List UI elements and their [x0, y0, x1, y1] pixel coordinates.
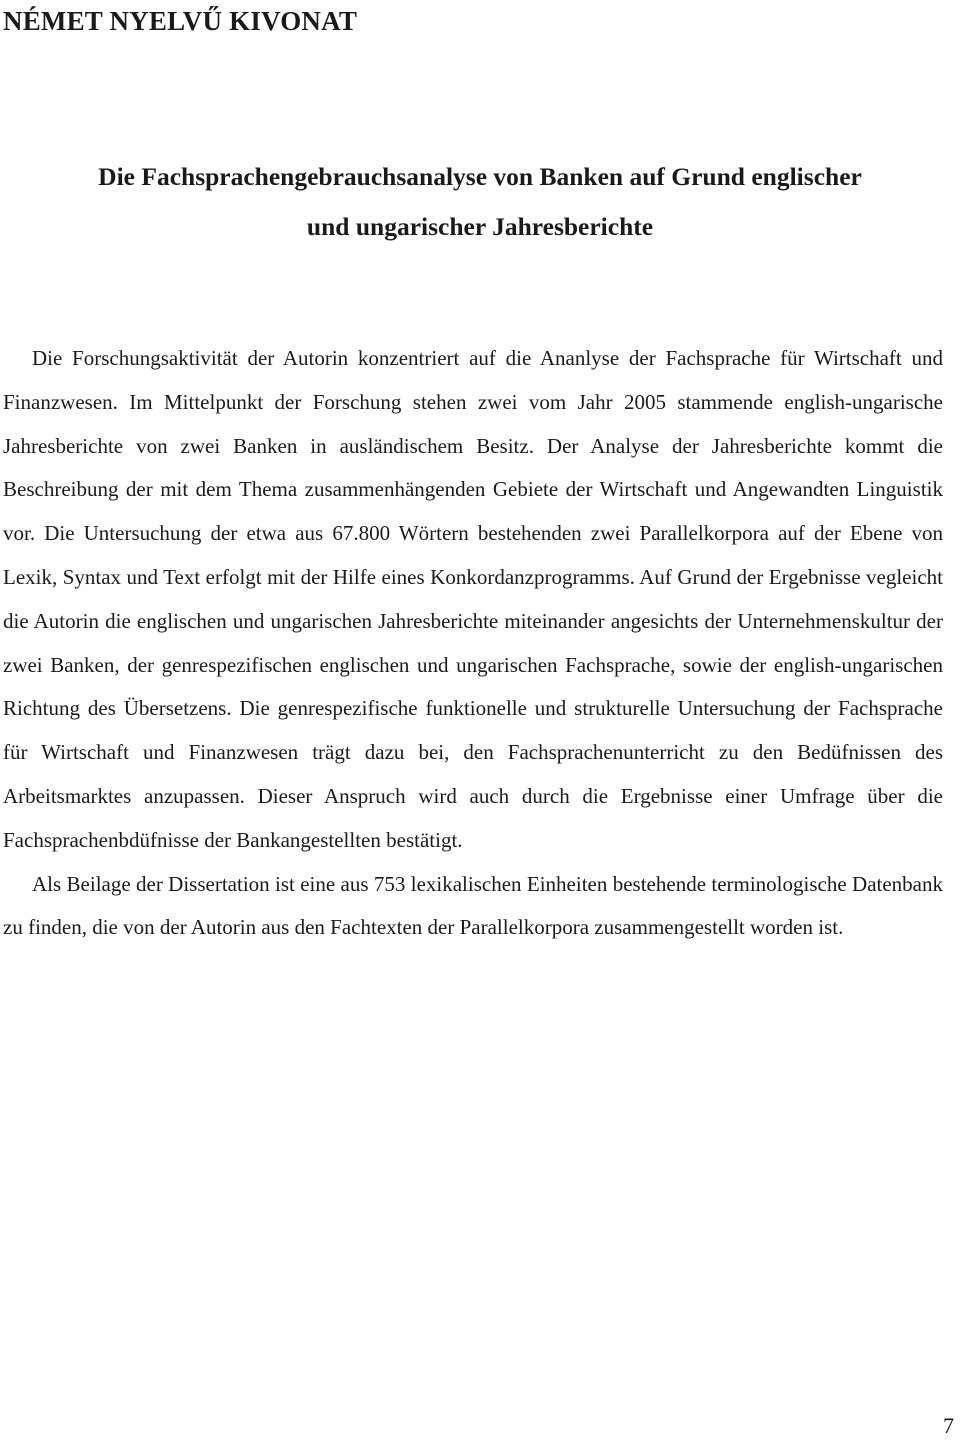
abstract-paragraph-1: Die Forschungsaktivität der Autorin konzentriert auf die Ananlyse der Fachsprache für Wirtschaft und Finanzwesen. Im Mittelpunkt der Forschung stehen zwei vom Jahr 2005 stammende english-ungarische Jahresberichte von zwei Banken in ausländischem Besitz. Der Analyse der Jahresberichte kommt die Beschreibung der mit dem Thema zusammenhängenden Gebiete der Wirtschaft und Angewandten Linguistik vor. Die Untersuchung der etwa aus 67.800 Wörtern bestehenden zwei Parallelkorpora auf der Ebene von Lexik, Syntax und Text erfolgt mit der Hilfe eines Konkordanzprogramms. Auf Grund der Ergebnisse vegleicht die Autorin die englischen und ungarischen Jahresberichte miteinander angesichts der Unternehmenskultur der zwei Banken, der genrespezifischen englischen und ungarischen Fachsprache, sowie der english-ungarischen Richtung des Übersetzens. Die genrespezifische funktionelle und strukturelle Untersuchung der Fachsprache für Wirtschaft und Finanzwesen trägt dazu bei, den Fachsprachenunterricht zu den Bedüfnissen des Arbeitsmarktes anzupassen. Dieser Anspruch wird auch durch die Ergebnisse einer Umfrage über die Fachsprachenbdüfnisse der Bankangestellten bestätigt. [3, 346, 943, 852]
section-heading: NÉMET NYELVŰ KIVONAT [3, 6, 358, 36]
title-line-1: Die Fachsprachengebrauchsanalyse von Banken auf Grund englischer [98, 162, 862, 191]
page-number: 7 [943, 1413, 954, 1438]
title-line-2: und ungarischer Jahresberichte [306, 212, 654, 241]
document-title [0, 152, 960, 252]
abstract-body [3, 337, 943, 950]
abstract-paragraph-2: Als Beilage der Dissertation ist eine aus 753 lexikalischen Einheiten bestehende terminologische Datenbank zu finden, die von der Autorin aus den Fachtexten der Parallelkorpora zusammengestellt worden ist. [3, 871, 943, 940]
